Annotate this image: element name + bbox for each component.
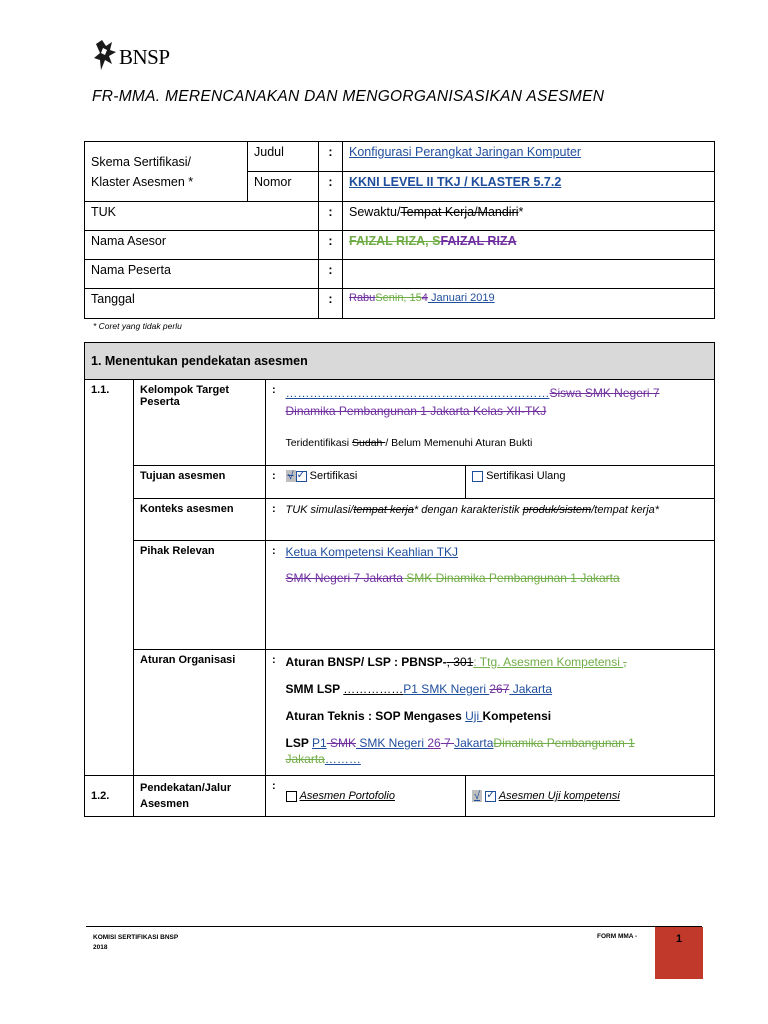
row-1-2-number: 1.2.	[85, 776, 134, 817]
aturan-value-cell	[280, 650, 715, 776]
pihak-1: Ketua Kompetensi Keahlian TKJ	[285, 545, 459, 559]
tujuan-check-mark: √	[287, 470, 294, 482]
section-table	[84, 342, 715, 817]
aturan-4h: Dinamika Pembangunan 1 Jakarta	[285, 736, 635, 766]
aturan-1a: Aturan BNSP/ LSP : PBNSP-	[285, 655, 447, 669]
pihak-3: SMK Dinamika Pembangunan 1 Jakarta	[402, 571, 620, 585]
konteks-5: /tempat kerja*	[591, 504, 660, 516]
pihak-line2	[286, 571, 709, 585]
judul-colon: :	[319, 142, 343, 172]
peserta-value-cell	[343, 260, 715, 289]
asesor-value-cell	[343, 231, 715, 260]
tujuan-checkbox-sertifikasi[interactable]	[296, 471, 307, 482]
aturan-3b: Uji	[465, 709, 483, 723]
aturan-4i: ………	[324, 752, 361, 766]
tujuan-label: Tujuan asesmen	[134, 466, 266, 499]
pendekatan-check-mark: √	[474, 790, 481, 802]
tuk-value-strike: Tempat Kerja/Mandiri	[400, 205, 519, 219]
tujuan-opt1-label: Sertifikasi	[309, 470, 358, 482]
footer-divider	[86, 926, 702, 927]
nomor-value-cell	[343, 172, 715, 202]
tuk-value-cell	[343, 202, 715, 231]
aturan-2c: P1 SMK Negeri	[403, 682, 490, 696]
tanggal-value-cell	[343, 289, 715, 319]
konteks-value-cell	[280, 499, 715, 541]
teridentifikasi-suffix: / Belum Memenuhi Aturan Bukti	[385, 437, 533, 449]
tanggal-digit: 4	[421, 292, 428, 304]
tujuan-checkbox-sertifikasi-ulang[interactable]	[472, 471, 483, 482]
footer-year: 2018	[93, 944, 108, 951]
aturan-line2	[286, 681, 709, 697]
footer-org: KOMISI SERTIFIKASI BNSP	[93, 934, 179, 941]
pihak-label: Pihak Relevan	[134, 541, 266, 650]
aturan-4f: 7	[440, 736, 455, 750]
footer-left	[93, 933, 178, 953]
judul-value-cell	[343, 142, 715, 172]
nomor-colon: :	[319, 172, 343, 202]
aturan-2b: ……………	[343, 682, 404, 696]
aturan-line4	[286, 735, 709, 767]
aturan-4e: 26	[427, 736, 441, 750]
pihak-colon: :	[266, 541, 280, 650]
skema-label-line1: Skema Sertifikasi/	[91, 154, 192, 169]
aturan-1c: : Ttg. Asesmen Kompetensi	[473, 655, 624, 669]
section-heading: 1. Menentukan pendekatan asesmen	[85, 343, 715, 380]
pihak-value-cell	[280, 541, 715, 650]
logo-text: BNSP	[119, 44, 170, 69]
pendekatan-opt1-cell[interactable]	[280, 776, 466, 817]
aturan-4d: SMK Negeri	[356, 736, 428, 750]
aturan-2a: SMM LSP	[285, 682, 344, 696]
aturan-1d: ,	[623, 655, 627, 669]
konteks-3: * dengan karakteristik	[413, 504, 523, 516]
aturan-2e: Jakarta	[509, 682, 553, 696]
tanggal-day-old: Rabu	[349, 292, 376, 304]
tujuan-colon: :	[266, 466, 280, 499]
asesor-value-purple: FAIZAL RIZA	[440, 234, 517, 248]
konteks-label: Konteks asesmen	[134, 499, 266, 541]
peserta-colon: :	[319, 260, 343, 289]
tuk-colon: :	[319, 202, 343, 231]
aturan-line1	[286, 654, 709, 670]
tanggal-label: Tanggal	[85, 289, 319, 319]
bnsp-emblem-icon	[92, 38, 118, 74]
asesor-label: Nama Asesor	[85, 231, 319, 260]
aturan-colon: :	[266, 650, 280, 776]
teridentifikasi-prefix: Teridentifikasi	[285, 437, 353, 449]
pendekatan-opt1-label: Asesmen Portofolio	[299, 790, 395, 802]
konteks-4: produk/sistem	[522, 504, 592, 516]
kelompok-colon: :	[266, 380, 280, 466]
peserta-label: Nama Peserta	[85, 260, 319, 289]
aturan-2d: 267	[489, 682, 510, 696]
konteks-colon: :	[266, 499, 280, 541]
kelompok-dots: …………………………………………………………	[285, 386, 550, 400]
tuk-label: TUK	[85, 202, 319, 231]
aturan-4b: P1	[311, 736, 327, 750]
asesor-value-green: FAIZAL RIZA, S	[349, 234, 441, 248]
bnsp-logo	[92, 38, 170, 74]
kelompok-value-1: Siswa SMK Negeri 7	[549, 386, 660, 400]
judul-value: Konfigurasi Perangkat Jaringan Komputer	[349, 145, 582, 159]
tuk-value-plain: Sewaktu/	[349, 205, 401, 219]
nomor-value: KKNI LEVEL II TKJ / KLASTER 5.7.2	[349, 175, 562, 189]
pendekatan-checkbox-uji[interactable]	[485, 791, 496, 802]
pendekatan-opt2-label: Asesmen Uji kompetensi	[498, 790, 620, 802]
nomor-label: Nomor	[248, 172, 319, 202]
konteks-1: TUK simulasi/	[285, 504, 354, 516]
aturan-3a: Aturan Teknis : SOP Mengases	[285, 709, 466, 723]
tanggal-day-new: Senin, 15	[375, 292, 422, 304]
skema-label-line2: Klaster Asesmen *	[91, 174, 194, 189]
konteks-2: tempat kerja	[353, 504, 414, 516]
tuk-value-star: *	[518, 205, 524, 219]
aturan-label: Aturan Organisasi	[134, 650, 266, 776]
skema-label-cell	[85, 142, 248, 202]
pihak-2: SMK Negeri 7 Jakarta	[285, 571, 403, 585]
aturan-1b: , 301	[446, 655, 474, 669]
strike-note: * Coret yang tidak perlu	[93, 321, 182, 331]
tujuan-opt1-cell[interactable]	[280, 466, 466, 499]
pendekatan-label: Pendekatan/Jalur Asesmen	[134, 776, 266, 817]
pendekatan-checkbox-portofolio[interactable]	[286, 791, 297, 802]
kelompok-value-2: Dinamika Pembangunan 1 Jakarta Kelas XII-TKJ	[285, 404, 547, 418]
pendekatan-opt2-cell[interactable]	[466, 776, 715, 817]
judul-label: Judul	[248, 142, 319, 172]
tanggal-colon: :	[319, 289, 343, 319]
aturan-line3	[286, 708, 709, 724]
teridentifikasi-strike: Sudah	[352, 437, 386, 449]
aturan-3c: Kompetensi	[482, 709, 552, 723]
tujuan-opt2-label: Sertifikasi Ulang	[486, 470, 566, 482]
kelompok-label: Kelompok Target Peserta	[134, 380, 266, 466]
aturan-4g: Jakarta	[454, 736, 494, 750]
footer-form-label: FORM MMA -	[597, 933, 638, 940]
header-table	[84, 141, 715, 319]
pendekatan-colon: :	[266, 776, 280, 817]
row-1-1-number: 1.1.	[85, 380, 134, 776]
tanggal-month-year: Januari 2019	[427, 292, 495, 304]
kelompok-line1	[286, 384, 709, 402]
tujuan-opt2-cell[interactable]	[466, 466, 715, 499]
teridentifikasi-line	[286, 434, 709, 452]
page-number: 1	[655, 927, 703, 979]
aturan-4c: SMK	[326, 736, 356, 750]
asesor-colon: :	[319, 231, 343, 260]
kelompok-value-cell	[280, 380, 715, 466]
aturan-4a: LSP	[285, 736, 312, 750]
form-title: FR-MMA. MERENCANAKAN DAN MENGORGANISASIKAN ASESMEN	[92, 88, 605, 105]
